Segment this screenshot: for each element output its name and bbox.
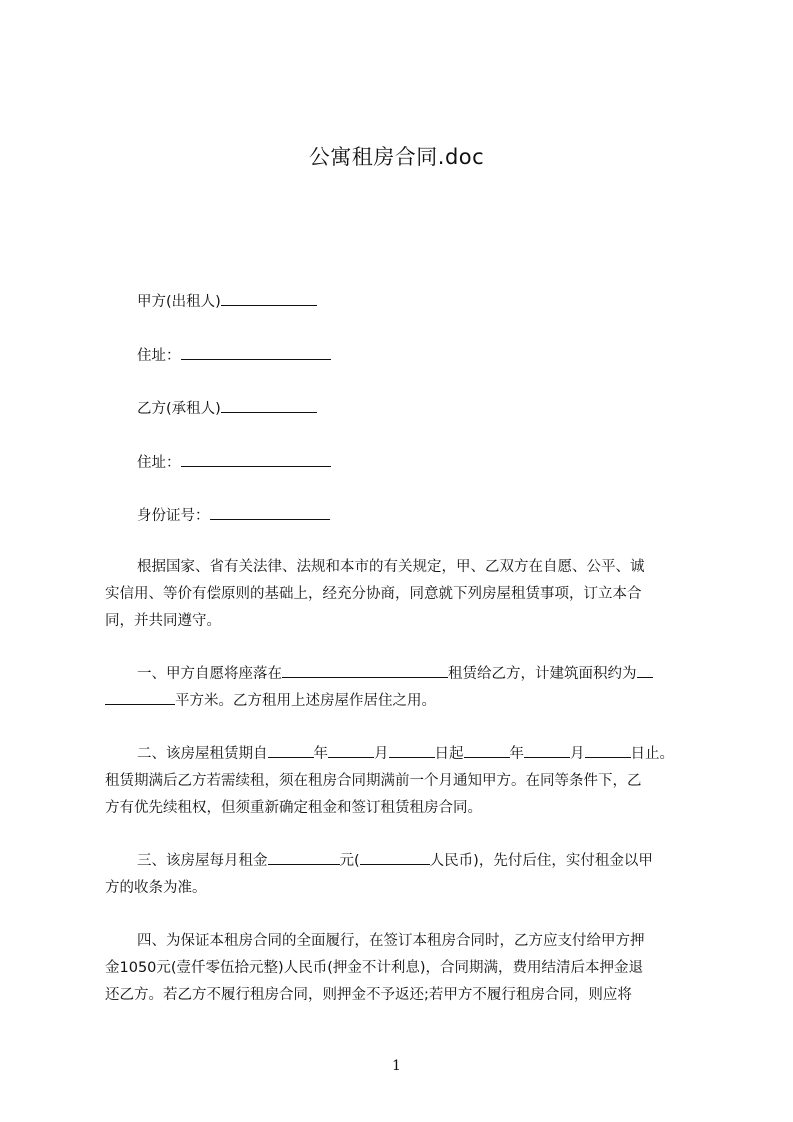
clause-2-line: [105, 741, 702, 768]
clause-1-text: 平方米。乙方租用上述房屋作居住之用。: [175, 693, 436, 709]
end-day-blank: [585, 743, 631, 758]
address-b-label: 住址：: [137, 455, 181, 471]
end-year-blank: [464, 743, 510, 758]
clause-2-line: 方有优先续租权，但须重新确定租金和签订租赁租房合同。: [105, 800, 482, 816]
clause-3-line: 方的收条为准。: [105, 880, 207, 896]
clause-4-line: 四、为保证本租房合同的全面履行，在签订本租房合同时，乙方应支付给甲方押: [137, 933, 645, 949]
clause-3-paragraph: [105, 848, 702, 902]
address-a-label: 住址：: [137, 348, 181, 364]
party-b-field: [137, 398, 317, 419]
clause-3-text: 三、该房屋每月租金: [137, 853, 268, 869]
location-blank: [282, 663, 448, 678]
start-day-blank: [389, 743, 435, 758]
rent-currency-blank: [360, 850, 430, 865]
clause-3-text: 元(: [339, 853, 360, 869]
clause-2-text: 月: [374, 746, 389, 762]
monthly-rent-blank: [268, 850, 340, 865]
intro-line: 实信用、等价有偿原则的基础上，经充分协商，同意就下列房屋租赁事项，订立本合: [105, 586, 642, 602]
document-title: 公寓租房合同.doc: [308, 145, 485, 169]
clause-1-line: [105, 688, 702, 715]
clause-1-line: [105, 661, 702, 688]
end-month-blank: [524, 743, 570, 758]
clause-2-text: 日起: [434, 746, 464, 762]
start-month-blank: [328, 743, 374, 758]
clause-1-text: 一、甲方自愿将座落在: [137, 666, 282, 682]
address-b-blank: [181, 452, 331, 467]
party-a-label: 甲方(出租人): [137, 294, 221, 310]
clause-2-text: 年: [509, 746, 524, 762]
intro-paragraph: [105, 554, 702, 635]
clause-4-line: 金1050元(壹仟零伍拾元整)人民币(押金不计利息)，合同期满，费用结清后本押金退: [105, 960, 644, 976]
party-b-blank: [221, 398, 317, 413]
intro-line: 根据国家、省有关法律、法规和本市的有关规定，甲、乙双方在自愿、公平、诚: [137, 559, 645, 575]
start-year-blank: [268, 743, 314, 758]
id-number-field: [137, 505, 330, 526]
party-a-field: [137, 291, 317, 312]
clause-2-text: 月: [570, 746, 585, 762]
address-a-blank: [181, 345, 331, 360]
id-number-blank: [210, 505, 330, 520]
clause-1-text: 租赁给乙方，计建筑面积约为: [448, 666, 637, 682]
party-a-blank: [221, 291, 317, 306]
clause-4-paragraph: [105, 928, 702, 1009]
area-blank: [105, 690, 175, 705]
address-a-field: [137, 345, 331, 366]
intro-line: 同，并共同遵守。: [105, 613, 221, 629]
clause-2-text: 日止。: [630, 746, 674, 762]
area-blank: [637, 663, 653, 678]
clause-3-line: [105, 848, 702, 875]
clause-2-line: 租赁期满后乙方若需续租，须在租房合同期满前一个月通知甲方。在同等条件下，乙: [105, 773, 642, 789]
id-number-label: 身份证号：: [137, 508, 210, 524]
clause-1-paragraph: [105, 661, 702, 715]
clause-2-text: 年: [313, 746, 328, 762]
clause-3-text: 人民币)，先付后住，实付租金以甲: [429, 853, 653, 869]
clause-2-paragraph: [105, 741, 702, 822]
clause-4-line: 还乙方。若乙方不履行租房合同，则押金不予返还;若甲方不履行租房合同，则应将: [105, 987, 632, 1003]
page-number: 1: [392, 1058, 401, 1074]
address-b-field: [137, 452, 331, 473]
party-b-label: 乙方(承租人): [137, 401, 221, 417]
clause-2-text: 二、该房屋租赁期自: [137, 746, 268, 762]
